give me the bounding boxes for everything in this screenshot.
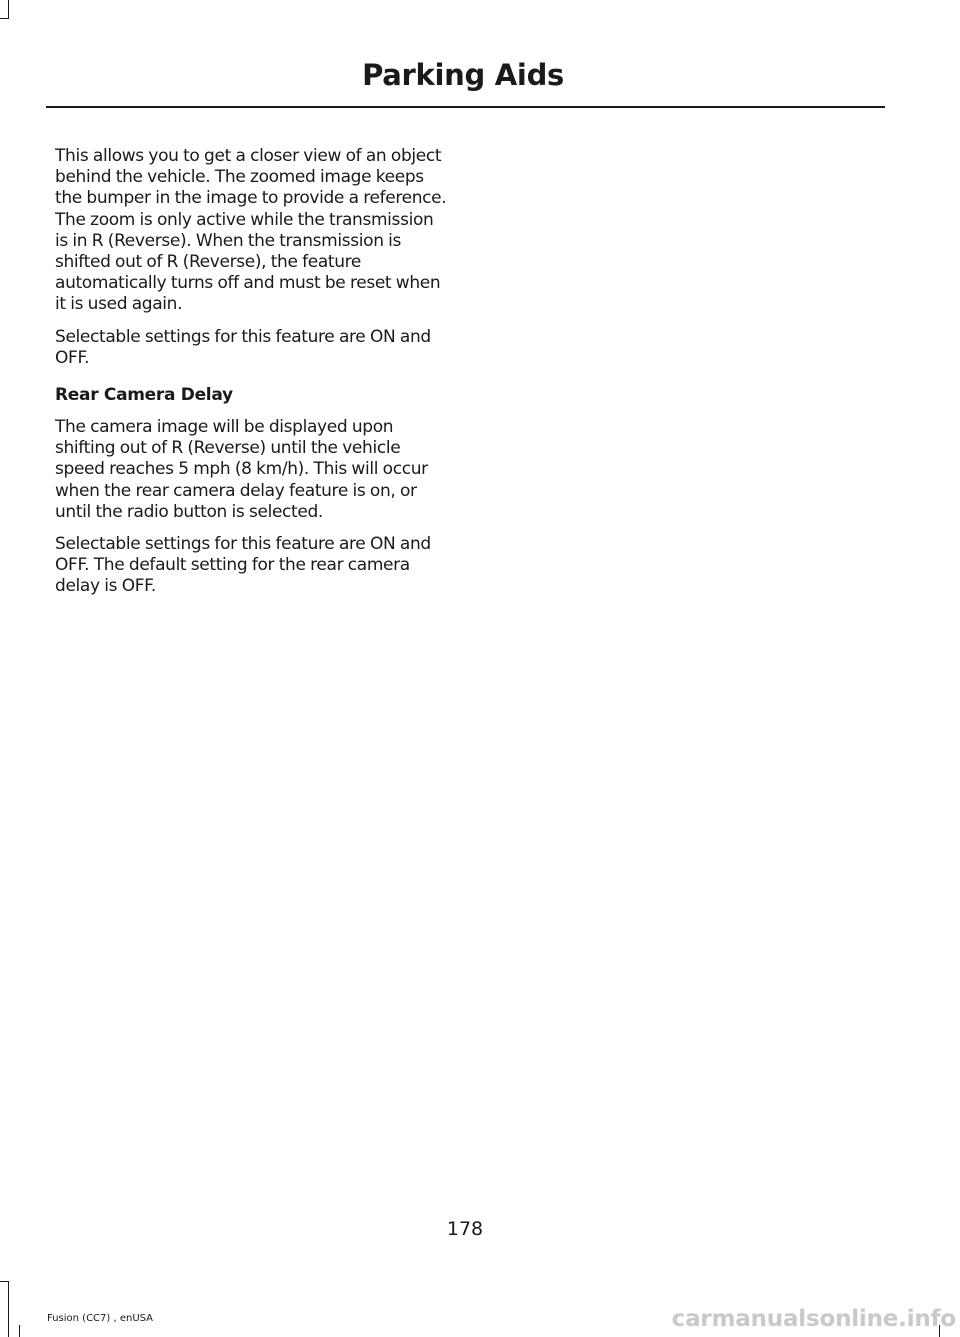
- page-number: 178: [446, 1218, 484, 1240]
- main-content: [55, 146, 448, 609]
- crop-mark-top-left-vertical: [8, 0, 9, 18]
- paragraph-rear-camera-delay-settings: Selectable settings for this feature are ON and OFF. The default setting for the rear camera delay is OFF.: [55, 534, 431, 597]
- watermark: carmanualsonline.info: [671, 1306, 956, 1332]
- section-heading-rear-camera-delay: Rear Camera Delay: [55, 385, 233, 406]
- paragraph-rear-camera-delay-description: The camera image will be displayed upon shifting out of R (Reverse) until the vehicle speed reaches 5 mph (8 km/h). This will occur when the rear camera delay feature is on, or until the radio button is selected.: [55, 417, 428, 522]
- document-identifier: Fusion (CC7) , enUSA: [47, 1313, 154, 1324]
- paragraph-zoom-settings: Selectable settings for this feature are ON and OFF.: [55, 326, 431, 368]
- header-divider: [46, 106, 885, 108]
- paragraph-zoom-description: This allows you to get a closer view of an object behind the vehicle. The zoomed image keeps the bumper in the image to provide a reference. The zoom is only active while the transmission is in R (Reverse). When the transmission is shifted out of R (Reverse), the feature automatically turns off and must be reset when it is used again.: [55, 146, 447, 315]
- crop-mark-bottom-left-tick: [19, 1325, 20, 1337]
- crop-mark-bottom-left-vertical: [8, 1281, 9, 1337]
- crop-mark-top-left-horizontal: [0, 18, 9, 19]
- page-title: Parking Aids: [362, 58, 564, 92]
- crop-mark-bottom-left-horizontal: [0, 1281, 9, 1282]
